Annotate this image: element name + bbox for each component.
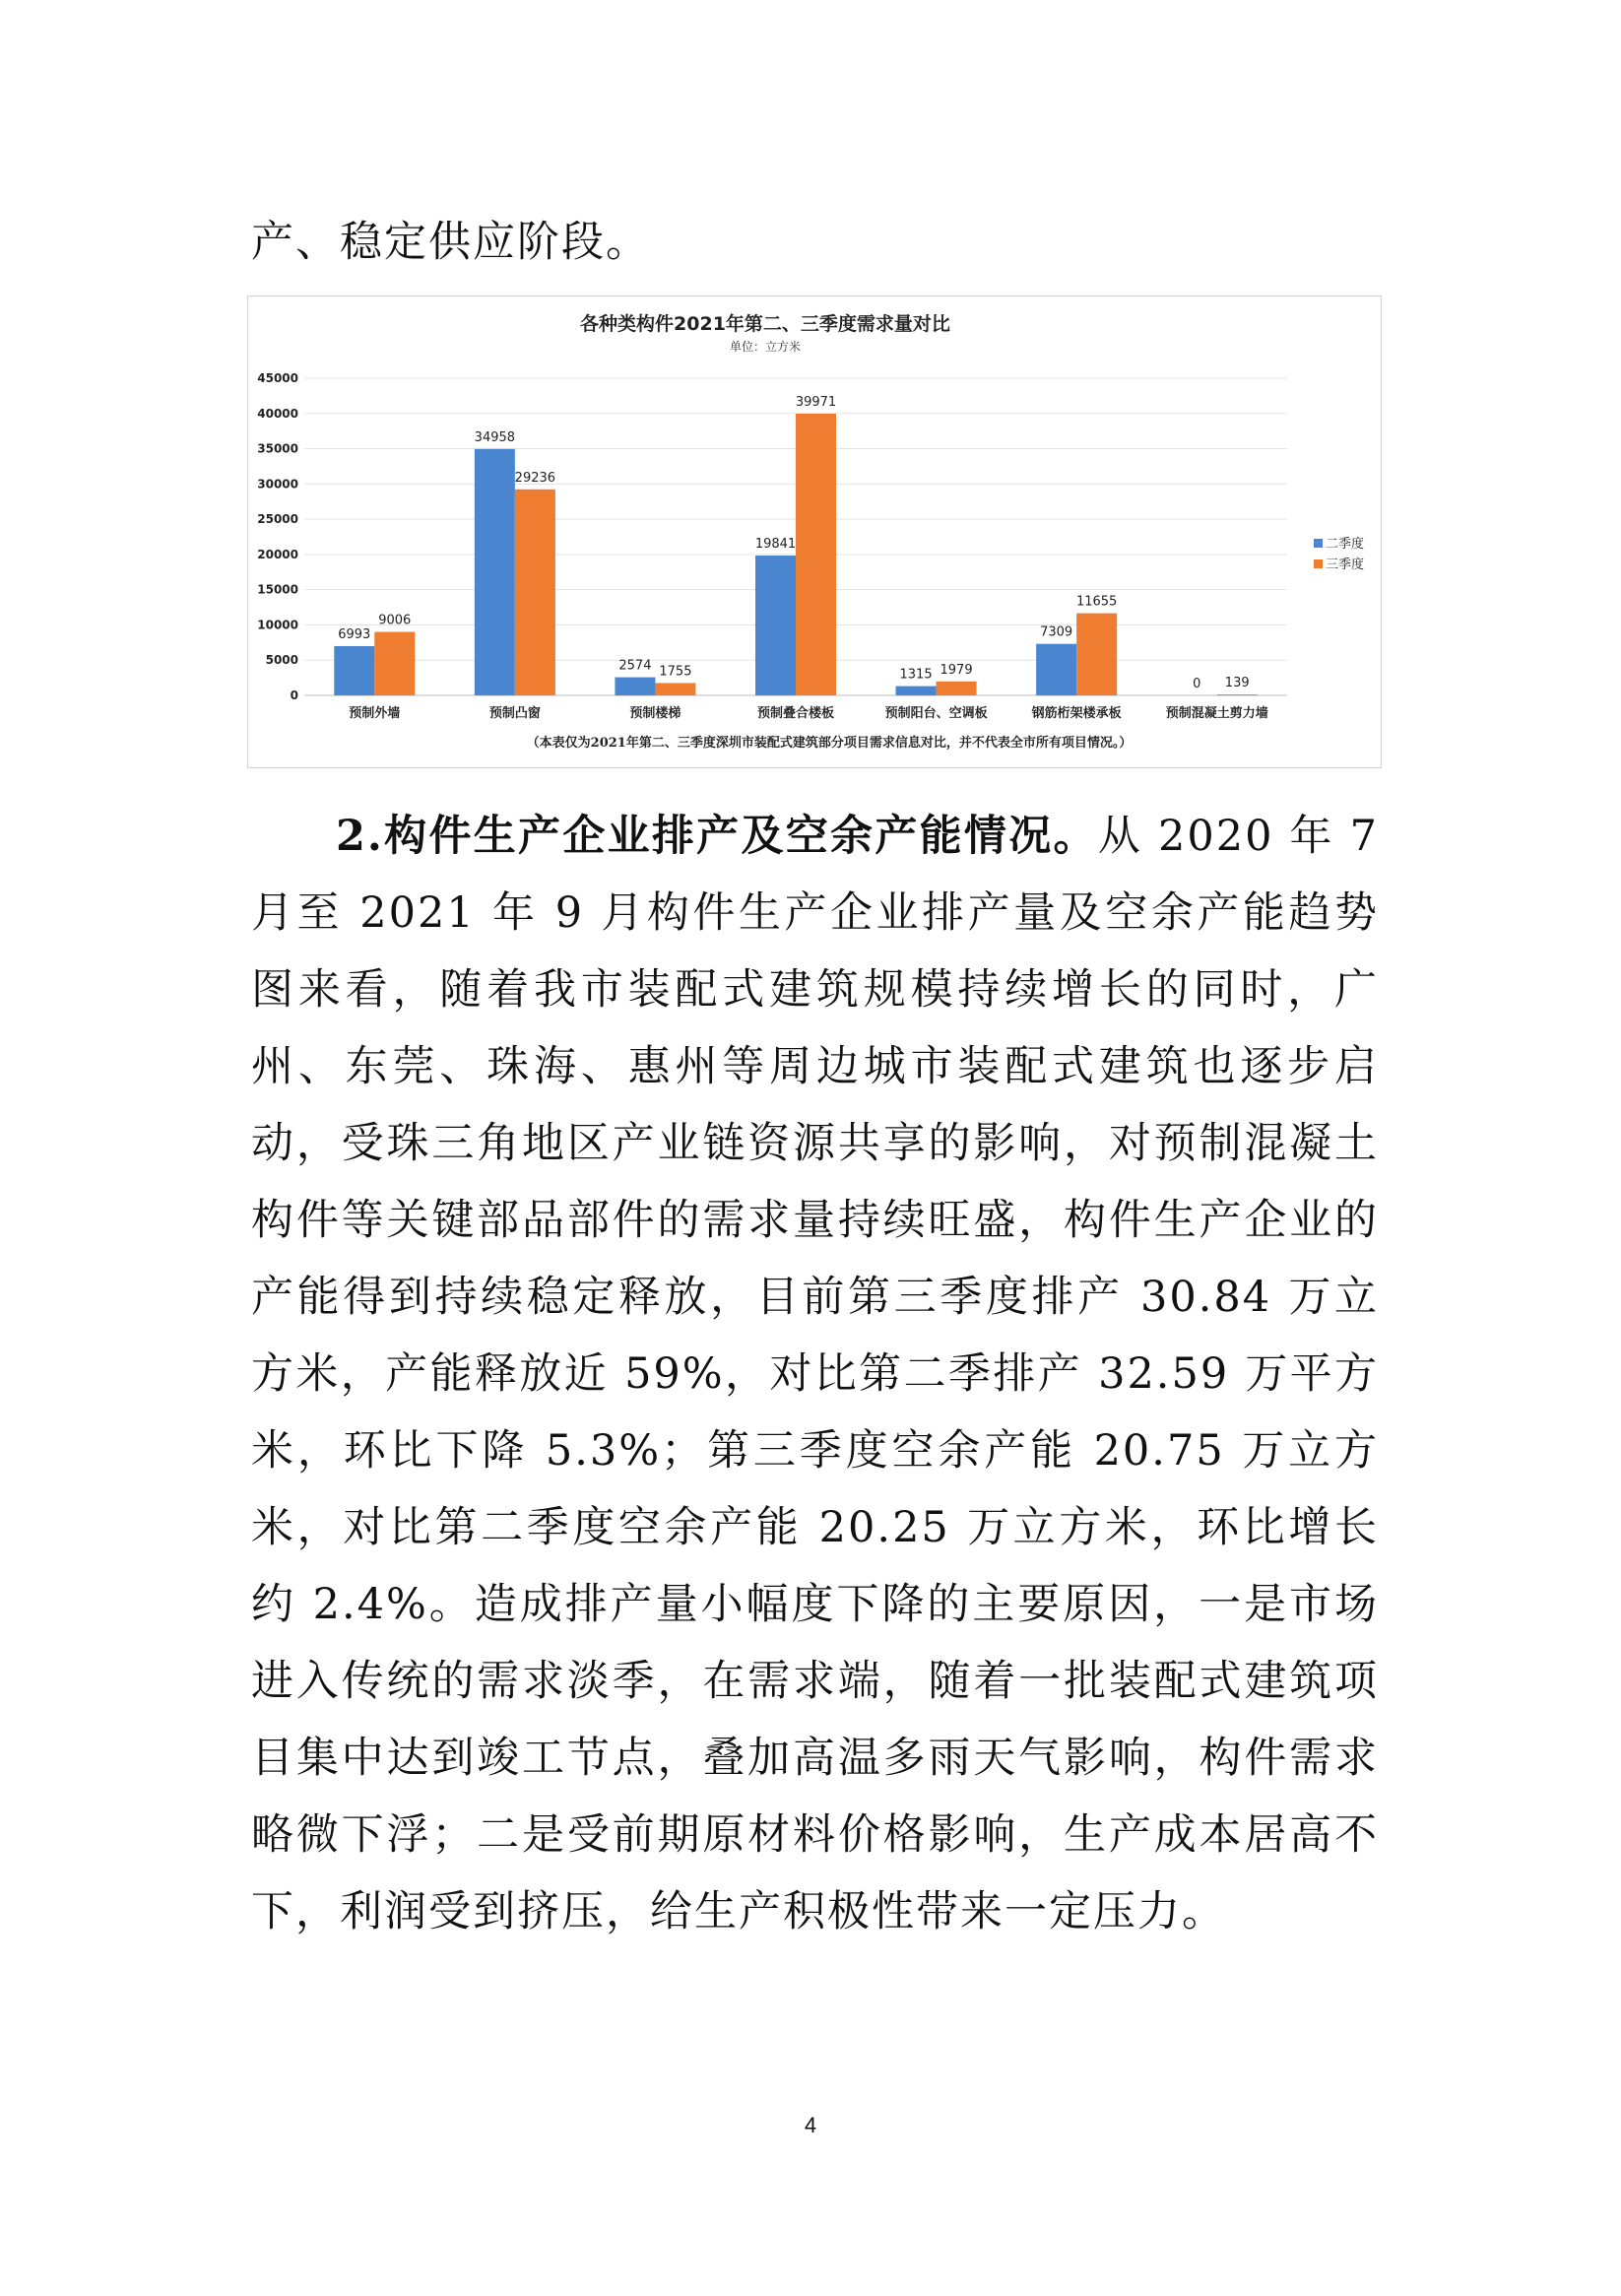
- paragraph-capacity: [251, 798, 1379, 1950]
- x-tick-label: 预制混凝土剪力墙: [1165, 706, 1268, 721]
- top-text-line: 产、稳定供应阶段。: [251, 218, 650, 267]
- bar: [1076, 614, 1117, 695]
- bar: [1217, 694, 1258, 695]
- data-label: 39971: [795, 394, 837, 410]
- data-label: 0: [1193, 677, 1201, 691]
- chart-svg: [248, 296, 1381, 767]
- y-tick-label: 5000: [265, 653, 298, 668]
- y-tick-label: 10000: [257, 618, 298, 632]
- legend-label: 二季度: [1326, 537, 1365, 552]
- x-tick-label: 预制叠合楼板: [756, 706, 835, 721]
- data-label: 2574: [618, 658, 652, 674]
- data-label: 6993: [338, 626, 371, 642]
- legend-swatch: [1314, 539, 1323, 548]
- y-tick-label: 45000: [257, 371, 298, 385]
- bar: [334, 646, 374, 695]
- data-label: 9006: [378, 613, 412, 628]
- data-label: 11655: [1075, 594, 1118, 610]
- data-label: 34958: [474, 429, 516, 445]
- y-tick-label: 15000: [257, 582, 298, 597]
- page-number: 4: [804, 2113, 817, 2137]
- paragraph-lead: 2.构件生产企业排产及空余产能情况。: [336, 812, 1098, 861]
- y-tick-label: 25000: [257, 512, 298, 527]
- bar: [937, 682, 977, 695]
- paragraph-body: 从 2020 年 7 月至 2021 年 9 月构件生产企业排产量及空余产能趋势图来看，随着我市装配式建筑规模持续增长的同时，广州、东莞、珠海、惠州等周边城市装配式建筑也逐步启动，受珠三角地区产业链资源共享的影响，对预制混凝土构件等关键部品部件的需求量持续旺盛，构件生产企业的产能得到持续稳定释放，目前第三季度排产 30.84 万立方米，产能释放近 59%，对比第二季排产 32.59 万平方米，环比下降 5.3%；第三季度空余产能 20.75 万立方米，对比第二季度空余产能 20.25 万立方米，环比增长约 2.4%。造成排产量小幅度下降的主要原因，一是市场进入传统的需求淡季，在需求端，随着一批装配式建筑项目集中达到竣工节点，叠加高温多雨天气影响，构件需求略微下浮；二是受前期原材料价格影响，生产成本居高不下，利润受到挤压，给生产积极性带来一定压力。: [251, 812, 1380, 1936]
- bar: [515, 490, 555, 695]
- bar: [655, 683, 695, 695]
- chart-footnote: （本表仅为2021年第二、三季度深圳市装配式建筑部分项目需求信息对比，并不代表全市所有项目情况。）: [526, 736, 1133, 751]
- y-tick-label: 35000: [257, 441, 298, 456]
- bar: [374, 632, 415, 695]
- y-tick-label: 0: [290, 689, 298, 702]
- data-label: 19841: [754, 537, 797, 553]
- bar: [1036, 644, 1076, 695]
- x-tick-label: 钢筋桁架楼承板: [1031, 706, 1122, 721]
- data-label: 7309: [1040, 624, 1073, 640]
- data-label: 1755: [659, 664, 692, 680]
- chart-subtitle: 单位：立方米: [729, 340, 802, 354]
- chart-title: 各种类构件2021年第二、三季度需求量对比: [580, 313, 950, 335]
- y-tick-label: 20000: [257, 547, 298, 561]
- y-tick-label: 40000: [257, 406, 298, 421]
- legend-label: 三季度: [1326, 558, 1365, 572]
- x-tick-label: 预制凸窗: [488, 706, 541, 721]
- legend-swatch: [1314, 559, 1323, 568]
- x-tick-label: 预制楼梯: [629, 706, 681, 721]
- data-label: 1979: [940, 662, 973, 678]
- x-tick-label: 预制阳台、空调板: [884, 706, 988, 721]
- bar: [755, 556, 796, 695]
- data-label: 139: [1224, 676, 1250, 691]
- bar: [475, 449, 515, 695]
- data-label: 29236: [514, 470, 556, 486]
- y-tick-label: 30000: [257, 477, 298, 492]
- data-label: 1315: [899, 667, 933, 683]
- bar: [896, 687, 937, 695]
- x-tick-label: 预制外墙: [349, 706, 401, 721]
- bar: [796, 414, 836, 695]
- bar: [615, 678, 655, 695]
- bar-chart: [247, 295, 1382, 768]
